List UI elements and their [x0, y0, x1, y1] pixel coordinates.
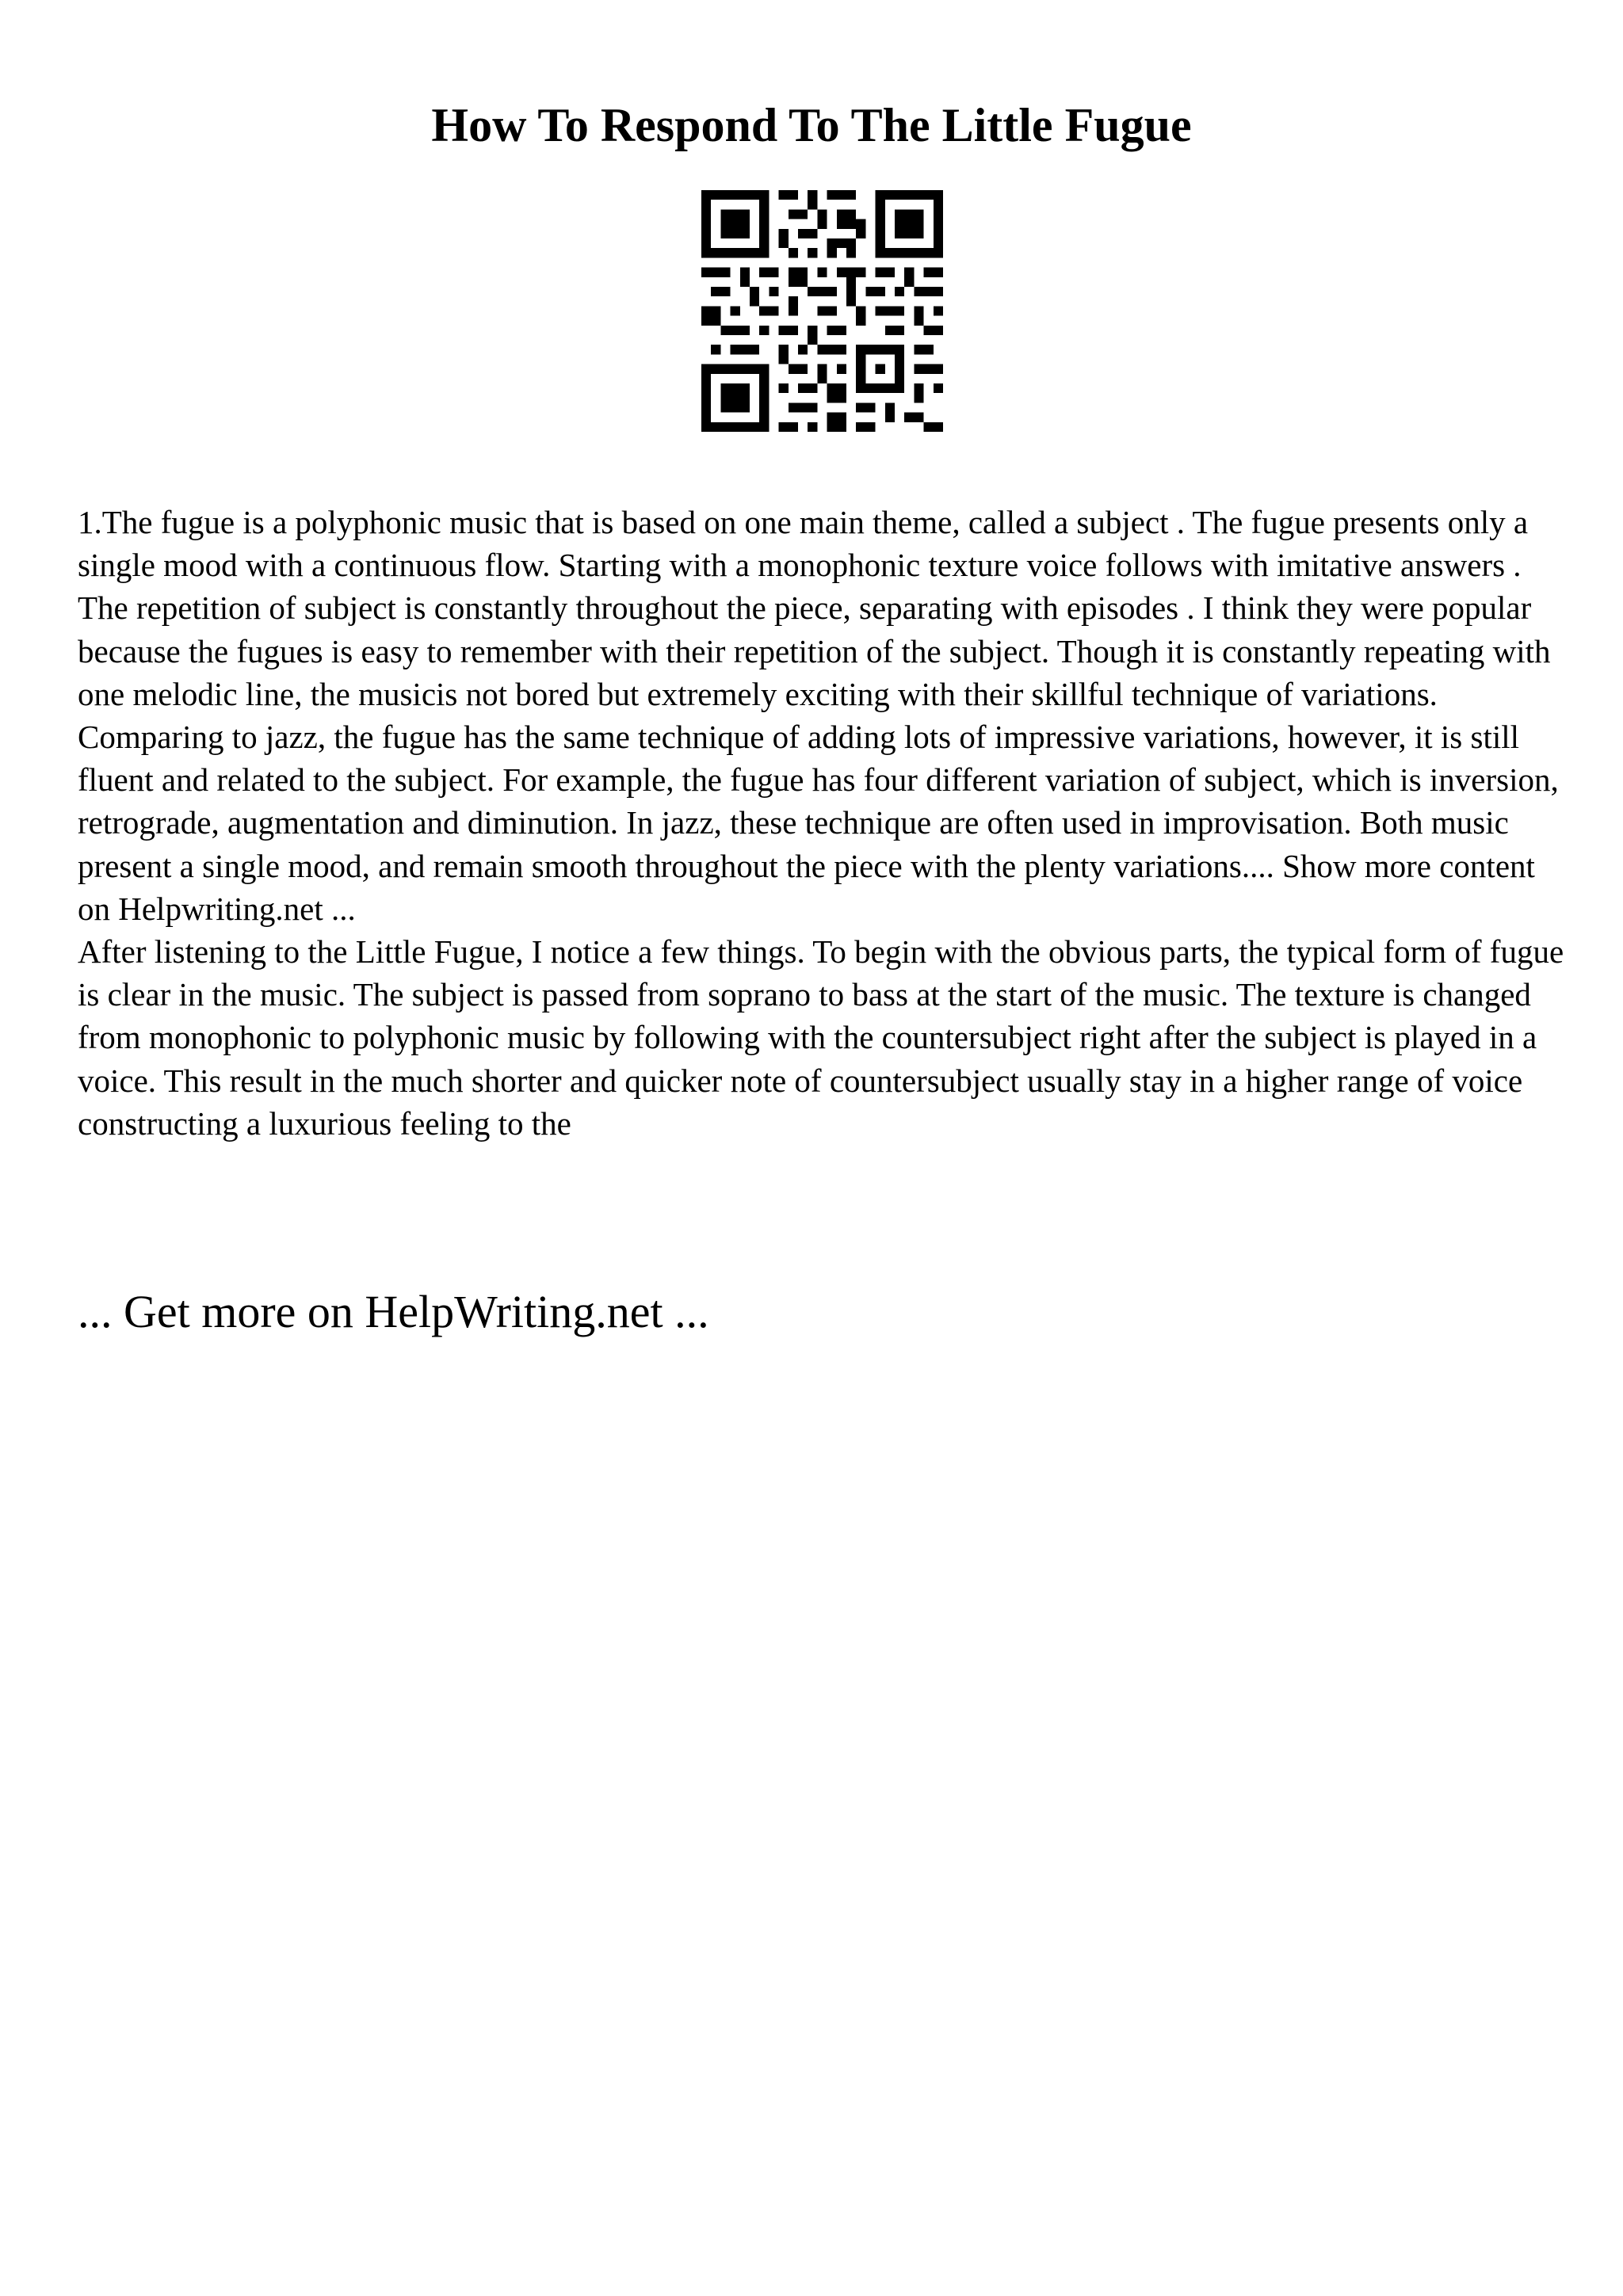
get-more-link[interactable]: ... Get more on HelpWriting.net ... [78, 1286, 709, 1337]
qr-code-icon[interactable] [701, 190, 943, 432]
paragraph-1: 1.The fugue is a polyphonic music that is based on one main theme, called a subject . The fugue presents only a single mood with a continuous flow. Starting with a monophonic texture voice follows with imitative answers . The repetition of subject is constantly throughout the piece, separating with episodes . I think they were popular because the fugues is easy to remember with their repetition of the subject. Though it is constantly repeating with one melodic line, the musicis not bored but extremely exciting with their skillful technique of variations. Comparing to jazz, the fugue has the same technique of adding lots of impressive variations, however, it is still fluent and related to the subject. For example, the fugue has four different variation of subject, which is inversion, retrograde, augmentation and diminution. In jazz, these technique are often used in improvisation. Both music present a single mood, and remain smooth throughout the piece with the plenty variations.... Show more content on Helpwriting.net ... [78, 504, 1559, 927]
page-title: How To Respond To The Little Fugue [431, 99, 1192, 151]
paragraph-2: After listening to the Little Fugue, I notice a few things. To begin with the obvious parts, the typical form of fugue is clear in the music. The subject is passed from soprano to bass at the start of the music. The texture is changed from monophonic to polyphonic music by following with the countersubject right after the subject is played in a voice. This result in the much shorter and quicker note of countersubject usually stay in a higher range of voice constructing a luxurious feeling to the [78, 933, 1564, 1142]
body-text [78, 501, 1568, 1145]
